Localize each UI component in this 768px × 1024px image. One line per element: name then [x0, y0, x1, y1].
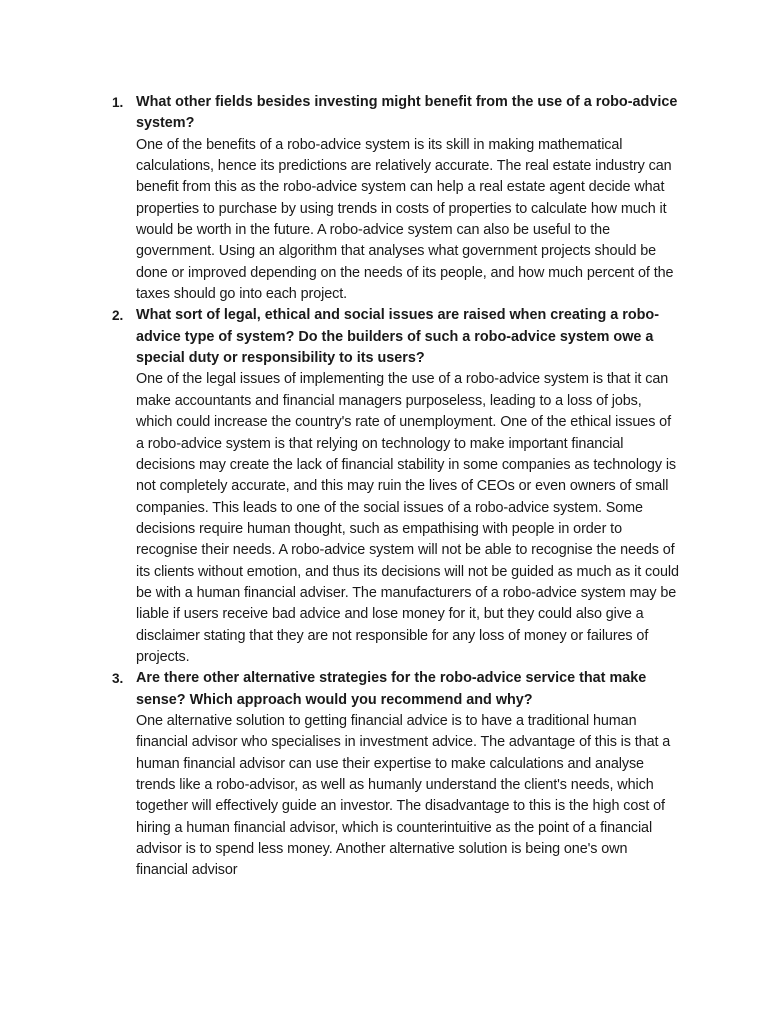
question-list — [102, 92, 680, 882]
question-text: Are there other alternative strategies for the robo-advice service that make sense? Which approach would you recommend and why? — [136, 670, 647, 708]
item-number: 3. — [112, 671, 124, 687]
question-item-3 — [102, 668, 680, 881]
question-item-2 — [102, 305, 680, 668]
question-text: What sort of legal, ethical and social issues are raised when creating a robo-advice type of system? Do the builders of such a robo-advice system owe a special duty or responsibility to its users? — [136, 307, 660, 367]
item-number: 1. — [112, 95, 124, 110]
question-item-1 — [102, 92, 680, 305]
question-text: What other fields besides investing might benefit from the use of a robo-advice system? — [136, 94, 678, 132]
answer-text: One alternative solution to getting financial advice is to have a traditional human financial advisor who specialises in investment advice. The advantage of this is that a human financial advisor can use their expertise to make calculations and analyse trends like a robo-advisor, as well as humanly understand the client's needs, which together will effectively guide an investor. The disadvantage to this is the high cost of hiring a human financial advisor, which is counterintuitive as the point of a financial advisor is to spend less money. Another alternative solution is being one's own financial advisor — [136, 712, 671, 879]
answer-text: One of the legal issues of implementing the use of a robo-advice system is that it can make accountants and financial managers purposeless, leading to a loss of jobs, which could increase the country's rate of unemployment. One of the ethical issues of a robo-advice system is that relying on technology to make important financial decisions may create the lack of financial stability in some companies as technology is not completely accurate, and this may ruin the lives of CEOs or even owners of small companies. This leads to one of the social issues of a robo-advice system. Some decisions require human thought, such as empathising with people in order to recognise their needs. A robo-advice system will not be able to recognise the needs of its clients without emotion, and thus its decisions will not be guided as much as it could be with a human financial adviser. The manufacturers of a robo-advice system may be liable if users receive bad advice and lose money for it, but they could also give a disclaimer stating that they are not responsible for any loss of money or failures of projects. — [136, 371, 679, 665]
item-number: 2. — [112, 308, 124, 324]
answer-text: One of the benefits of a robo-advice system is its skill in making mathematical calculations, hence its predictions are relatively accurate. The real estate industry can benefit from this as the robo-advice system can help a real estate agent decide what properties to purchase by using trends in costs of properties to calculate how much it would be worth in the future. A robo-advice system can also be useful to the government. Using an algorithm that analyses what government projects should be done or improved depending on the needs of its people, and how much percent of the taxes should go into each project. — [136, 136, 674, 303]
